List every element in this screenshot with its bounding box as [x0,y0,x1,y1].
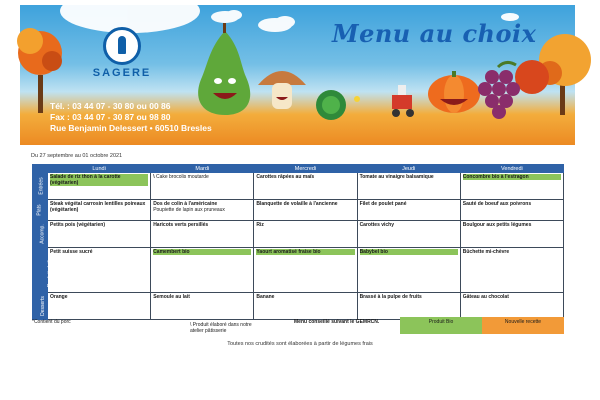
table-row [33,221,564,248]
dish-text: Concombre bio à l'estragon [463,174,561,180]
menu-cell [357,200,460,221]
day-header-wednesday: Mercredi [254,165,357,173]
table-row [33,248,564,293]
menu-cell [460,200,563,221]
menu-cell [151,173,254,200]
menu-table [32,164,564,320]
brand-name: SAGERE [92,67,152,79]
menu-cell [357,293,460,320]
menu-cell [254,173,357,200]
dish-text: Petit suisse sucré [50,249,93,255]
dish-text: Riz [256,222,264,228]
contact-block [50,101,212,134]
dish-text: Salade de riz thon à la carotte (végétarien) [50,174,148,186]
dish-alt-text: Poupiette de lapin aux pruneaux [153,207,225,213]
menu-cell [48,173,151,200]
dish-text: Semoule au lait [153,294,190,300]
menu-banner [20,5,575,145]
dish-text: Sauté de boeuf aux poivrons [462,201,532,207]
dish-text: Haricots verts persillés [153,222,209,228]
dish-text: Camembert bio [153,249,251,255]
menu-cell [151,221,254,248]
dish-text: Dos de colin à l'américaine [153,201,218,207]
legend [32,317,564,335]
dish-text: Yaourt aromatisé fraise bio [256,249,354,255]
chef-logo-icon [103,27,141,65]
row-label-text: Desserts [39,296,46,316]
footnote: Toutes nos crudités sont élaborées à partir de légumes frais [227,341,373,347]
menu-cell [357,248,460,293]
dish-text: Bûchette mi-chèvre [462,249,510,255]
row-label-text: Plats [37,204,43,216]
dish-text: Orange [50,294,68,300]
menu-cell [254,293,357,320]
day-header-friday: Vendredi [460,165,563,173]
page-title: Menu au choix [332,19,537,48]
table-row [33,200,564,221]
day-header-row [33,165,564,173]
menu-cell [460,173,563,200]
menu-cell [460,248,563,293]
row-label-text: Accomp. [39,224,46,244]
dish-text: Carottes vichy [359,222,395,228]
phone-line: Tél. : 03 44 07 - 30 80 ou 00 86 [50,101,171,111]
row-label-accomp [33,221,48,248]
dish-text: Steak végétal carrosin lentilles poireaux (végétarien) [50,201,146,213]
dish-text: Filet de poulet pané [359,201,407,207]
fax-line: Fax : 03 44 07 - 30 87 ou 98 80 [50,112,171,122]
menu-cell [460,293,563,320]
header-corner [33,165,48,173]
legend-bio-swatch: Produit Bio [400,317,482,334]
legend-atelier: \ Produit élaboré dans notre atelier pâtisserie [190,322,252,334]
address-line: Rue Benjamin Delessert • 60510 Bresles [50,123,212,133]
legend-porc: *Contient du porc [32,319,71,325]
menu-cell [254,200,357,221]
legend-gemrcn: Menu conseillé suivant le GEMRCN. [294,319,380,325]
row-label-produits-laitiers [33,248,54,293]
menu-cell [254,221,357,248]
table-row [33,293,564,320]
day-header-tuesday: Mardi [151,165,254,173]
row-label-plats [33,200,48,221]
menu-cell [357,221,460,248]
dish-text: Babybel bio [360,249,458,255]
dish-text: Tomate au vinaigre balsamique [359,174,434,180]
menu-cell [48,221,151,248]
row-label-entrees [33,173,48,200]
legend-new-recipe-swatch: Nouvelle recette [482,317,564,334]
menu-cell [151,200,254,221]
menu-cell [48,200,151,221]
dish-text: Boulgour aux petits légumes [462,222,532,228]
row-label-text: Produits laitiers [47,252,54,288]
dish-text: Banane [256,294,275,300]
day-header-monday: Lundi [48,165,151,173]
menu-cell [151,248,254,293]
brand-logo [82,27,162,79]
date-range: Du 27 septembre au 01 octobre 2021 [31,153,123,159]
atelier-mark: \ [153,174,156,180]
row-label-text: Entrées [38,177,45,195]
dish-text: Brassé à la pulpe de fruits [359,294,422,300]
dish-text: Cake brocolis moutarde [155,174,209,180]
menu-cell [48,248,151,293]
dish-text: Petits pois (végétarien) [50,222,106,228]
menu-cell [48,293,151,320]
table-row [33,173,564,200]
menu-cell [357,173,460,200]
menu-cell [254,248,357,293]
row-label-desserts [33,293,48,320]
dish-text: Carottes râpées au maïs [256,174,315,180]
menu-cell [460,221,563,248]
dish-text: Gâteau au chocolat [462,294,509,300]
menu-cell [151,293,254,320]
dish-text: Blanquette de volaille à l'ancienne [256,201,338,207]
day-header-thursday: Jeudi [357,165,460,173]
